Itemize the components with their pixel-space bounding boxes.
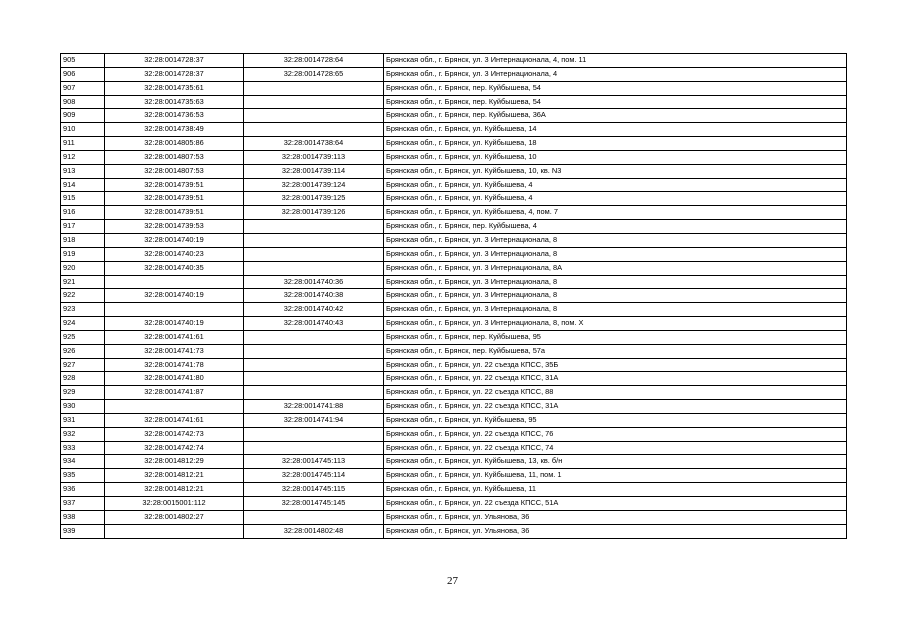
related-cadastral-number-cell: [244, 330, 384, 344]
table-row: [61, 289, 847, 303]
row-number-cell: 914: [61, 178, 105, 192]
address-cell: Брянская обл., г. Брянск, ул. 3 Интернационала, 4: [384, 67, 847, 81]
row-number-cell: 930: [61, 400, 105, 414]
address-cell: Брянская обл., г. Брянск, ул. 3 Интернационала, 4, пом. 11: [384, 54, 847, 68]
address-cell: Брянская обл., г. Брянск, ул. 22 съезда КПСС, 31А: [384, 400, 847, 414]
cadastral-number-cell: 32:28:0014740:19: [105, 289, 244, 303]
table-row: [61, 497, 847, 511]
row-number-cell: 928: [61, 372, 105, 386]
row-number-cell: 907: [61, 81, 105, 95]
row-number-cell: 936: [61, 483, 105, 497]
address-cell: Брянская обл., г. Брянск, ул. Куйбышева, 14: [384, 123, 847, 137]
address-cell: Брянская обл., г. Брянск, ул. 3 Интернационала, 8, пом. X: [384, 317, 847, 331]
address-cell: Брянская обл., г. Брянск, ул. 22 съезда КПСС, 76: [384, 427, 847, 441]
address-cell: Брянская обл., г. Брянск, пер. Куйбышева, 57а: [384, 344, 847, 358]
table-row: [61, 247, 847, 261]
row-number-cell: 912: [61, 150, 105, 164]
related-cadastral-number-cell: 32:28:0014740:38: [244, 289, 384, 303]
address-cell: Брянская обл., г. Брянск, ул. Ульянова, 36: [384, 524, 847, 538]
row-number-cell: 922: [61, 289, 105, 303]
table-row: [61, 164, 847, 178]
address-cell: Брянская обл., г. Брянск, ул. 22 съезда КПСС, 31А: [384, 372, 847, 386]
row-number-cell: 938: [61, 510, 105, 524]
row-number-cell: 911: [61, 137, 105, 151]
related-cadastral-number-cell: 32:28:0014740:36: [244, 275, 384, 289]
cadastral-number-cell: 32:28:0014812:21: [105, 469, 244, 483]
cadastral-number-cell: 32:28:0014742:74: [105, 441, 244, 455]
address-cell: Брянская обл., г. Брянск, пер. Куйбышева, 54: [384, 81, 847, 95]
table-row: [61, 344, 847, 358]
address-cell: Брянская обл., г. Брянск, ул. Куйбышева, 4: [384, 178, 847, 192]
cadastral-number-cell: [105, 524, 244, 538]
cadastral-number-cell: 32:28:0014739:51: [105, 206, 244, 220]
table-row: [61, 330, 847, 344]
address-cell: Брянская обл., г. Брянск, ул. 22 съезда КПСС, 35Б: [384, 358, 847, 372]
cadastral-number-cell: 32:28:0014739:51: [105, 178, 244, 192]
cadastral-number-cell: 32:28:0014812:29: [105, 455, 244, 469]
cadastral-number-cell: 32:28:0014740:35: [105, 261, 244, 275]
address-cell: Брянская обл., г. Брянск, пер. Куйбышева, 54: [384, 95, 847, 109]
table-row: [61, 400, 847, 414]
row-number-cell: 920: [61, 261, 105, 275]
related-cadastral-number-cell: 32:28:0014728:64: [244, 54, 384, 68]
cadastral-number-cell: 32:28:0014741:80: [105, 372, 244, 386]
related-cadastral-number-cell: [244, 427, 384, 441]
table-row: [61, 317, 847, 331]
table-row: [61, 192, 847, 206]
cadastral-number-cell: 32:28:0014740:23: [105, 247, 244, 261]
related-cadastral-number-cell: [244, 386, 384, 400]
table-row: [61, 427, 847, 441]
cadastral-number-cell: [105, 275, 244, 289]
cadastral-number-cell: 32:28:0014742:73: [105, 427, 244, 441]
related-cadastral-number-cell: [244, 233, 384, 247]
related-cadastral-number-cell: 32:28:0014739:113: [244, 150, 384, 164]
row-number-cell: 939: [61, 524, 105, 538]
address-cell: Брянская обл., г. Брянск, ул. Куйбышева, 11: [384, 483, 847, 497]
row-number-cell: 910: [61, 123, 105, 137]
address-cell: Брянская обл., г. Брянск, ул. Куйбышева, 11, пом. 1: [384, 469, 847, 483]
related-cadastral-number-cell: 32:28:0014802:48: [244, 524, 384, 538]
related-cadastral-number-cell: 32:28:0014740:42: [244, 303, 384, 317]
table-row: [61, 95, 847, 109]
related-cadastral-number-cell: 32:28:0014738:64: [244, 137, 384, 151]
address-cell: Брянская обл., г. Брянск, ул. Куйбышева, 4: [384, 192, 847, 206]
cadastral-number-cell: 32:28:0014735:63: [105, 95, 244, 109]
table-row: [61, 413, 847, 427]
table-row: [61, 358, 847, 372]
cadastral-number-cell: 32:28:0014812:21: [105, 483, 244, 497]
row-number-cell: 915: [61, 192, 105, 206]
table-row: [61, 372, 847, 386]
address-cell: Брянская обл., г. Брянск, ул. 3 Интернационала, 8А: [384, 261, 847, 275]
row-number-cell: 932: [61, 427, 105, 441]
address-cell: Брянская обл., г. Брянск, ул. 22 съезда КПСС, 88: [384, 386, 847, 400]
cadastral-number-cell: 32:28:0014740:19: [105, 317, 244, 331]
cadastral-number-cell: 32:28:0014736:53: [105, 109, 244, 123]
address-cell: Брянская обл., г. Брянск, пер. Куйбышева, 95: [384, 330, 847, 344]
address-cell: Брянская обл., г. Брянск, ул. 3 Интернационала, 8: [384, 289, 847, 303]
related-cadastral-number-cell: 32:28:0014745:114: [244, 469, 384, 483]
related-cadastral-number-cell: 32:28:0014739:126: [244, 206, 384, 220]
cadastral-number-cell: 32:28:0014741:78: [105, 358, 244, 372]
related-cadastral-number-cell: [244, 261, 384, 275]
address-cell: Брянская обл., г. Брянск, ул. 3 Интернационала, 8: [384, 233, 847, 247]
related-cadastral-number-cell: [244, 109, 384, 123]
related-cadastral-number-cell: 32:28:0014745:115: [244, 483, 384, 497]
cadastral-number-cell: 32:28:0014802:27: [105, 510, 244, 524]
related-cadastral-number-cell: [244, 81, 384, 95]
table-row: [61, 455, 847, 469]
address-cell: Брянская обл., г. Брянск, ул. Куйбышева, 18: [384, 137, 847, 151]
row-number-cell: 917: [61, 220, 105, 234]
row-number-cell: 925: [61, 330, 105, 344]
address-cell: Брянская обл., г. Брянск, ул. 22 съезда КПСС, 74: [384, 441, 847, 455]
cadastral-number-cell: 32:28:0014805:86: [105, 137, 244, 151]
address-cell: Брянская обл., г. Брянск, ул. Куйбышева, 13, кв. б/н: [384, 455, 847, 469]
related-cadastral-number-cell: 32:28:0014739:114: [244, 164, 384, 178]
address-cell: Брянская обл., г. Брянск, ул. 3 Интернационала, 8: [384, 247, 847, 261]
row-number-cell: 923: [61, 303, 105, 317]
cadastral-number-cell: 32:28:0014728:37: [105, 67, 244, 81]
cadastral-number-cell: 32:28:0014741:61: [105, 413, 244, 427]
cadastral-number-cell: 32:28:0014740:19: [105, 233, 244, 247]
row-number-cell: 934: [61, 455, 105, 469]
related-cadastral-number-cell: [244, 358, 384, 372]
table-row: [61, 150, 847, 164]
address-cell: Брянская обл., г. Брянск, ул. Куйбышева, 95: [384, 413, 847, 427]
cadastral-number-cell: [105, 400, 244, 414]
table-row: [61, 206, 847, 220]
cadastral-number-cell: 32:28:0014728:37: [105, 54, 244, 68]
page-number: 27: [447, 575, 458, 587]
table-row: [61, 123, 847, 137]
related-cadastral-number-cell: 32:28:0014739:125: [244, 192, 384, 206]
table-row: [61, 54, 847, 68]
table-row: [61, 220, 847, 234]
row-number-cell: 927: [61, 358, 105, 372]
table-row: [61, 483, 847, 497]
address-cell: Брянская обл., г. Брянск, ул. 3 Интернационала, 8: [384, 303, 847, 317]
row-number-cell: 935: [61, 469, 105, 483]
table-row: [61, 81, 847, 95]
related-cadastral-number-cell: 32:28:0014741:88: [244, 400, 384, 414]
cadastral-number-cell: 32:28:0014739:53: [105, 220, 244, 234]
row-number-cell: 908: [61, 95, 105, 109]
table-row: [61, 386, 847, 400]
row-number-cell: 905: [61, 54, 105, 68]
address-cell: Брянская обл., г. Брянск, ул. Ульянова, 36: [384, 510, 847, 524]
cadastral-number-cell: 32:28:0014741:73: [105, 344, 244, 358]
cadastral-number-cell: 32:28:0014738:49: [105, 123, 244, 137]
address-cell: Брянская обл., г. Брянск, ул. Куйбышева, 10: [384, 150, 847, 164]
address-cell: Брянская обл., г. Брянск, ул. Куйбышева, 4, пом. 7: [384, 206, 847, 220]
table-row: [61, 67, 847, 81]
row-number-cell: 937: [61, 497, 105, 511]
related-cadastral-number-cell: 32:28:0014740:43: [244, 317, 384, 331]
cadastral-number-cell: [105, 303, 244, 317]
address-cell: Брянская обл., г. Брянск, пер. Куйбышева, 36А: [384, 109, 847, 123]
related-cadastral-number-cell: [244, 510, 384, 524]
row-number-cell: 926: [61, 344, 105, 358]
related-cadastral-number-cell: [244, 372, 384, 386]
table-row: [61, 137, 847, 151]
row-number-cell: 919: [61, 247, 105, 261]
related-cadastral-number-cell: [244, 344, 384, 358]
related-cadastral-number-cell: [244, 247, 384, 261]
table-row: [61, 261, 847, 275]
table-row: [61, 178, 847, 192]
cadastral-number-cell: 32:28:0014739:51: [105, 192, 244, 206]
related-cadastral-number-cell: [244, 220, 384, 234]
cadastral-number-cell: 32:28:0014741:87: [105, 386, 244, 400]
table-row: [61, 233, 847, 247]
address-cell: Брянская обл., г. Брянск, ул. Куйбышева, 10, кв. N3: [384, 164, 847, 178]
cadastral-table: [60, 53, 847, 539]
row-number-cell: 931: [61, 413, 105, 427]
cadastral-number-cell: 32:28:0014741:61: [105, 330, 244, 344]
row-number-cell: 916: [61, 206, 105, 220]
row-number-cell: 909: [61, 109, 105, 123]
table-row: [61, 441, 847, 455]
address-cell: Брянская обл., г. Брянск, ул. 3 Интернационала, 8: [384, 275, 847, 289]
related-cadastral-number-cell: 32:28:0014739:124: [244, 178, 384, 192]
table-row: [61, 524, 847, 538]
row-number-cell: 918: [61, 233, 105, 247]
address-cell: Брянская обл., г. Брянск, ул. 22 съезда КПСС, 51А: [384, 497, 847, 511]
related-cadastral-number-cell: 32:28:0014728:65: [244, 67, 384, 81]
row-number-cell: 921: [61, 275, 105, 289]
related-cadastral-number-cell: [244, 123, 384, 137]
related-cadastral-number-cell: [244, 441, 384, 455]
related-cadastral-number-cell: 32:28:0014745:113: [244, 455, 384, 469]
related-cadastral-number-cell: 32:28:0014741:94: [244, 413, 384, 427]
table-row: [61, 510, 847, 524]
cadastral-number-cell: 32:28:0014735:61: [105, 81, 244, 95]
table-row: [61, 275, 847, 289]
cadastral-number-cell: 32:28:0015001:112: [105, 497, 244, 511]
row-number-cell: 929: [61, 386, 105, 400]
table-row: [61, 303, 847, 317]
row-number-cell: 933: [61, 441, 105, 455]
table-body: [61, 54, 847, 539]
row-number-cell: 924: [61, 317, 105, 331]
address-cell: Брянская обл., г. Брянск, пер. Куйбышева, 4: [384, 220, 847, 234]
related-cadastral-number-cell: [244, 95, 384, 109]
related-cadastral-number-cell: 32:28:0014745:145: [244, 497, 384, 511]
cadastral-number-cell: 32:28:0014807:53: [105, 150, 244, 164]
table-row: [61, 109, 847, 123]
row-number-cell: 906: [61, 67, 105, 81]
table-row: [61, 469, 847, 483]
cadastral-number-cell: 32:28:0014807:53: [105, 164, 244, 178]
row-number-cell: 913: [61, 164, 105, 178]
